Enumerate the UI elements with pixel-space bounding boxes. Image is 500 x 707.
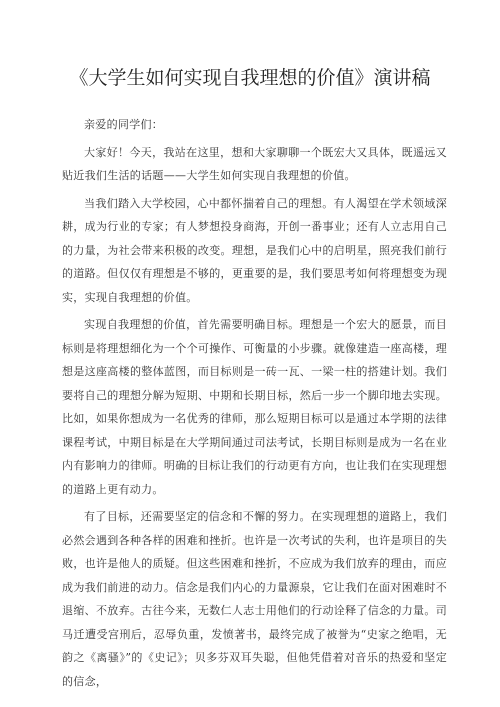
document-title: 《大学生如何实现自我理想的价值》演讲稿	[69, 67, 431, 89]
paragraph-3: 实现自我理想的价值，首先需要明确目标。理想是一个宏大的愿景，而目标则是将理想细化为一个个可操作、可衡量的小步骤。就像建造一座高楼，理想是这座高楼的整体蓝图，而目标则是一砖一瓦、一梁一柱的搭建计划。我们要将自己的理想分解为短期、中期和长期目标，然后一步一个脚印地去实现。比如，如果你想成为一名优秀的律师，那么短期目标可以是通过本学期的法律课程考试，中期目标是在大学期间通过司法考试，长期目标则是成为一名在业内有影响力的律师。明确的目标让我们的行动更有方向，也让我们在实现理想的道路上更有动力。	[62, 318, 447, 496]
paragraph-2: 当我们踏入大学校园，心中都怀揣着自己的理想。有人渴望在学术领域深耕，成为行业的专家；有人梦想投身商海，开创一番事业；还有人立志用自己的力量，为社会带来积极的改变。理想，是我们心中的启明星，照亮我们前行的道路。但仅仅有理想是不够的，更重要的是，我们要思考如何将理想变为现实，实现自我理想的价值。	[62, 196, 447, 304]
document-body	[62, 113, 447, 697]
paragraph-1: 大家好！今天，我站在这里，想和大家聊聊一个既宏大又具体，既遥远又贴近我们生活的话题——大学生如何实现自我理想的价值。	[62, 145, 447, 182]
salutation: 亲爱的同学们：	[84, 118, 164, 131]
paragraph-4: 有了目标，还需要坚定的信念和不懈的努力。在实现理想的道路上，我们必然会遇到各种各样的困难和挫折。也许是一次考试的失利，也许是项目的失败，也许是他人的质疑。但这些困难和挫折，不应成为我们放弃的理由，而应成为我们前进的动力。信念是我们内心的力量源泉，它让我们在面对困难时不退缩、不放弃。古往今来，无数仁人志士用他们的行动诠释了信念的力量。司马迁遭受宫刑后，忍辱负重，发愤著书，最终完成了被誉为“史家之绝唱，无韵之《离骚》”的《史记》；贝多芬双耳失聪，但他凭借着对音乐的热爱和坚定的信念，	[62, 510, 447, 688]
